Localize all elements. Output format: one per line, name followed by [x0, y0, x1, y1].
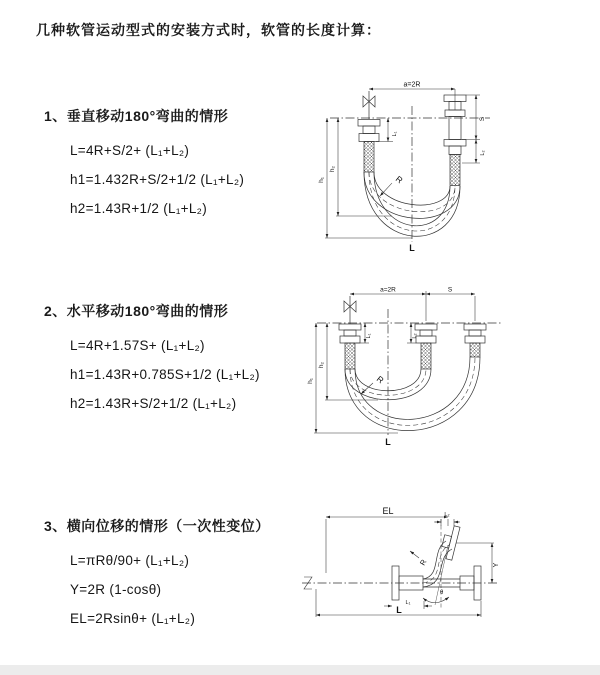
dimension-label-span: a=2R	[403, 81, 421, 89]
diagram-lateral-displacement	[296, 503, 598, 643]
dimension-label-s: S	[479, 116, 486, 122]
page-title: 几种软管运动型式的安装方式时，软管的长度计算：	[36, 22, 381, 38]
dimension-label-l1: L₁	[405, 600, 411, 606]
radius-leader	[410, 551, 419, 558]
braid-section	[364, 142, 374, 173]
section-2-formulas	[44, 331, 314, 418]
radius-leader	[361, 383, 373, 394]
radius-label: R	[393, 173, 405, 186]
left-flange	[358, 120, 380, 142]
radius-label: R	[374, 373, 386, 386]
dimension-label-y: Y	[493, 562, 500, 568]
section-2-heading: 2、水平移动180°弯曲的情形	[44, 303, 229, 319]
formula-line: EL=2Rsinθ+ (L₁+L₂)	[70, 611, 196, 626]
formula-line: h2=1.43R+1/2 (L₁+L₂)	[70, 201, 208, 216]
formula-line: h1=1.43R+0.785S+1/2 (L₁+L₂)	[70, 367, 260, 382]
length-label: L	[385, 437, 391, 447]
formula-line: Y=2R (1-cosθ)	[70, 582, 162, 597]
formula-line: h1=1.432R+S/2+1/2 (L₁+L₂)	[70, 172, 245, 187]
dimension-label-l1: L₁	[392, 131, 398, 137]
hose-u-bend	[345, 357, 480, 431]
section-3-formulas	[44, 546, 314, 633]
diagram-vertical-180-bend	[312, 76, 600, 254]
length-label: L	[396, 605, 402, 615]
section-vertical-movement	[44, 106, 314, 223]
dimension-label-h1: h₁	[318, 177, 325, 183]
page-bottom-edge	[0, 665, 600, 675]
middle-flange	[415, 324, 437, 343]
formula-line: L=4R+1.57S+ (L₁+L₂)	[70, 338, 205, 353]
formula-line: L=πRθ/90+ (L₁+L₂)	[70, 553, 190, 568]
dimension-label-h1: h₁	[307, 378, 314, 384]
radius-leader	[380, 183, 392, 196]
section-horizontal-movement	[44, 301, 314, 418]
dimension-label-l2: L₂	[480, 150, 486, 156]
formula-line: h2=1.43R+S/2+1/2 (L₁+L₂)	[70, 396, 237, 411]
section-1-formulas	[44, 136, 314, 223]
dimension-label-l2: L₂	[444, 512, 450, 518]
dimension-label-h2: h₂	[329, 165, 336, 173]
dimension-label-span: a=2R	[380, 286, 396, 294]
angle-label: θ	[440, 590, 444, 596]
dimension-label-l2: L₂	[412, 333, 418, 339]
radius-line	[435, 545, 448, 605]
diagram-horizontal-180-bend	[303, 283, 598, 458]
dimension-label-el: EL	[382, 506, 394, 516]
right-flange	[464, 324, 486, 343]
dimension-label-s: S	[447, 286, 453, 294]
section-1-heading: 1、垂直移动180°弯曲的情形	[44, 108, 229, 124]
left-flange	[339, 324, 361, 343]
braid-section	[470, 343, 480, 357]
dimension-label-l1: L₁	[366, 333, 372, 339]
section-3-heading: 3、横向位移的情形（一次性变位）	[44, 518, 270, 534]
section-lateral-displacement	[44, 516, 314, 633]
radius-label: R	[417, 557, 429, 567]
length-label: L	[409, 243, 415, 253]
braid-section	[345, 343, 355, 369]
braid-section	[421, 343, 431, 369]
braid-section	[450, 155, 460, 186]
dimension-label-h2: h₂	[318, 361, 325, 369]
upper-flange	[439, 524, 460, 560]
formula-line: L=4R+S/2+ (L₁+L₂)	[70, 143, 190, 158]
